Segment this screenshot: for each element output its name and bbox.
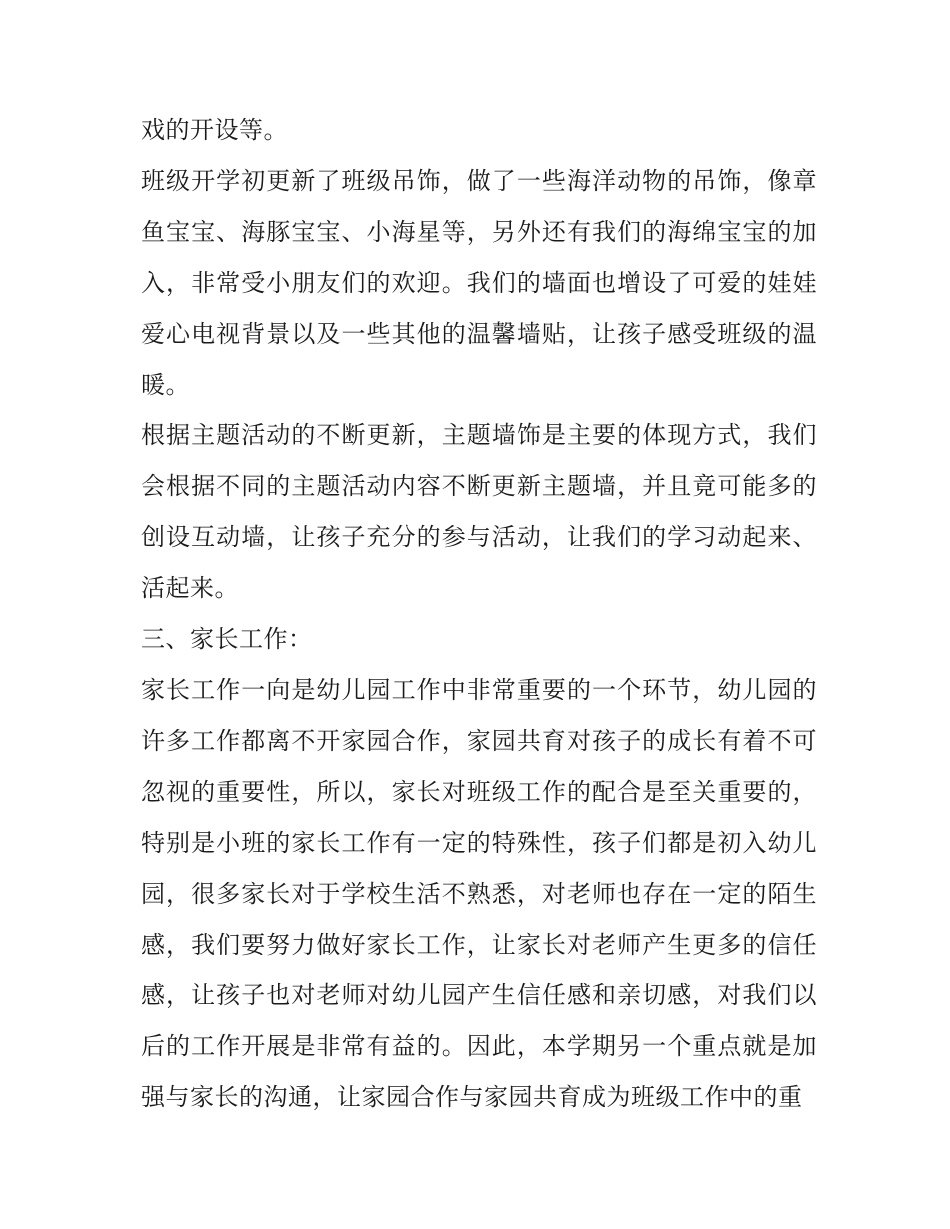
document-body — [141, 105, 817, 1123]
paragraph-theme-walls: 根据主题活动的不断更新，主题墙饰是主要的体现方式，我们会根据不同的主题活动内容不断更新主题墙，并且竟可能多的创设互动墙，让孩子充分的参与活动，让我们的学习动起来、活起来。 — [141, 421, 817, 603]
paragraph-parent-work: 家长工作一向是幼儿园工作中非常重要的一个环节，幼儿园的许多工作都离不开家园合作，家园共育对孩子的成长有着不可忽视的重要性，所以，家长对班级工作的配合是至关重要的，特别是小班的家长工作有一定的特殊性，孩子们都是初入幼儿园，很多家长对于学校生活不熟悉，对老师也存在一定的陌生感，我们要努力做好家长工作，让家长对老师产生更多的信任感，让孩子也对老师对幼儿园产生信任感和亲切感，对我们以后的工作开展是非常有益的。因此，本学期另一个重点就是加强与家长的沟通，让家园合作与家园共育成为班级工作中的重 — [141, 675, 817, 1112]
section-heading-parent-work: 三、家长工作： — [141, 625, 313, 654]
paragraph-class-decorations: 班级开学初更新了班级吊饰，做了一些海洋动物的吊饰，像章鱼宝宝、海豚宝宝、小海星等，另外还有我们的海绵宝宝的加入，非常受小朋友们的欢迎。我们的墙面也增设了可爱的娃娃爱心电视背景以及一些其他的温馨墙贴，让孩子感受班级的温暖。 — [141, 166, 817, 399]
paragraph-continuation: 戏的开设等。 — [141, 116, 288, 144]
